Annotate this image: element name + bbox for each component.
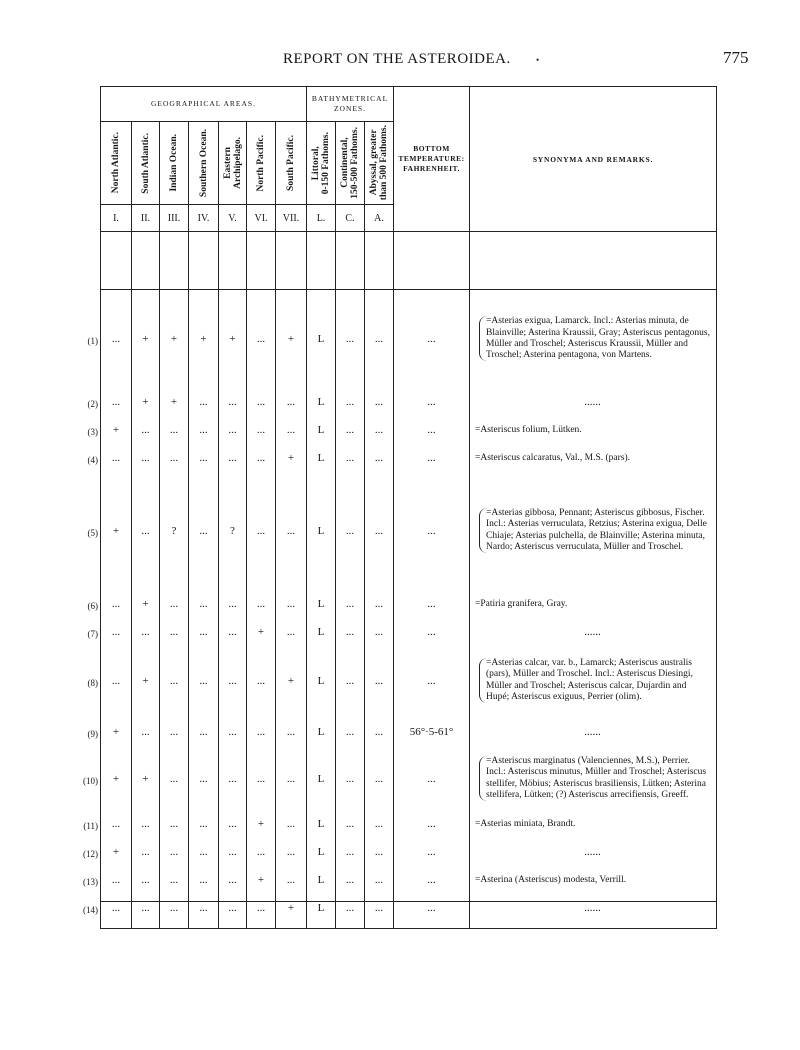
column-numeral: III. <box>160 205 189 232</box>
remarks-cell <box>470 810 717 838</box>
table-row <box>101 590 717 618</box>
table-cell: ... <box>247 838 276 866</box>
empty-cell <box>160 922 189 929</box>
remarks-cell <box>470 290 717 388</box>
table-cell: ... <box>101 618 132 646</box>
column-header-label: North Atlantic. <box>111 132 121 194</box>
table-cell: ... <box>189 646 219 716</box>
table-cell: + <box>219 290 247 388</box>
table-cell: ... <box>336 416 365 444</box>
table-cell: ... <box>189 716 219 748</box>
table-cell: + <box>247 618 276 646</box>
bottom-temperature-cell: ... <box>394 810 470 838</box>
table-cell: ... <box>160 416 189 444</box>
table-cell: ... <box>219 646 247 716</box>
table-cell: ... <box>219 748 247 810</box>
table-cell: ... <box>365 444 394 472</box>
distribution-table <box>100 86 717 929</box>
remarks-text: =Patiria granifera, Gray. <box>475 598 568 609</box>
table-cell: ? <box>219 472 247 590</box>
table-cell: ... <box>336 472 365 590</box>
column-header-label: Littoral, 0-150 Fathoms. <box>311 131 331 195</box>
table-cell: ... <box>365 838 394 866</box>
table-row <box>101 838 717 866</box>
table-cell: + <box>101 416 132 444</box>
table-bottom-rule <box>100 901 716 902</box>
remarks-text: ...... <box>584 901 601 914</box>
table-row <box>101 894 717 922</box>
table-row <box>101 748 717 810</box>
table-row <box>101 716 717 748</box>
bottom-temperature-cell: ... <box>394 894 470 922</box>
remarks-cell <box>470 444 717 472</box>
table-cell: + <box>101 472 132 590</box>
table-cell: ... <box>365 646 394 716</box>
table-cell: ... <box>247 894 276 922</box>
bottom-temperature-cell: ... <box>394 290 470 388</box>
bottom-temperature-cell: ... <box>394 866 470 894</box>
table-cell: ... <box>160 646 189 716</box>
column-header-10 <box>365 122 394 205</box>
remarks-cell <box>470 388 717 416</box>
empty-cell <box>470 922 717 929</box>
column-header-2 <box>132 122 160 205</box>
column-header-label: Eastern Archipelago. <box>222 137 243 189</box>
table-cell: ... <box>365 894 394 922</box>
column-numeral: L. <box>307 205 336 232</box>
row-number: (11) <box>83 821 98 831</box>
row-number: (2) <box>87 399 98 409</box>
remarks-text: =Asterias gibbosa, Pennant; Asteriscus gibbosus, Fischer. Incl.: Asterias verruculata, Retzius; Asterina exigua, Delle Chiaje; Asterias pulchella, de Blainville; Asterina minuta, Nardo; Asteriscus verruculata, Müller and Troschel. <box>479 508 710 553</box>
table-cell: ... <box>160 444 189 472</box>
table-cell: ... <box>247 646 276 716</box>
column-numeral: IV. <box>189 205 219 232</box>
bottom-temperature-cell: ... <box>394 416 470 444</box>
table-cell: ... <box>219 838 247 866</box>
table-cell: L <box>307 290 336 388</box>
table-cell: + <box>160 290 189 388</box>
table-cell: ... <box>276 716 307 748</box>
table-cell: L <box>307 472 336 590</box>
empty-cell <box>336 922 365 929</box>
table-cell: L <box>307 444 336 472</box>
table-cell: ... <box>132 866 160 894</box>
row-number: (5) <box>87 528 98 538</box>
table-cell: ... <box>365 590 394 618</box>
table-cell: + <box>276 444 307 472</box>
remarks-text: =Asterias miniata, Brandt. <box>475 818 576 829</box>
bottom-temperature-cell: ... <box>394 748 470 810</box>
table-cell: ... <box>132 810 160 838</box>
table-cell: ... <box>189 748 219 810</box>
table-row <box>101 646 717 716</box>
synonyma-remarks-header: SYNONYMA AND REMARKS. <box>470 87 717 232</box>
table-cell: ... <box>101 444 132 472</box>
table-cell: + <box>160 388 189 416</box>
table-cell: ... <box>219 444 247 472</box>
row-number: (4) <box>87 455 98 465</box>
empty-cell <box>276 922 307 929</box>
table-cell: ... <box>247 716 276 748</box>
geographical-areas-header: GEOGRAPHICAL AREAS. <box>101 87 307 122</box>
empty-cell <box>219 922 247 929</box>
table-cell: ... <box>336 748 365 810</box>
remarks-cell <box>470 866 717 894</box>
empty-cell <box>365 922 394 929</box>
table-cell: + <box>132 590 160 618</box>
table-cell: ... <box>189 416 219 444</box>
bottom-temperature-cell: ... <box>394 646 470 716</box>
table-cell: ... <box>365 388 394 416</box>
row-number: (10) <box>83 776 98 786</box>
table-cell: ... <box>336 646 365 716</box>
remarks-text: =Asterina (Asteriscus) modesta, Verrill. <box>475 874 627 885</box>
table-cell: L <box>307 894 336 922</box>
table-cell: ... <box>219 894 247 922</box>
row-number: (7) <box>87 629 98 639</box>
page-number: 775 <box>723 48 749 67</box>
table-cell: ... <box>219 416 247 444</box>
remarks-cell <box>470 590 717 618</box>
table-cell: + <box>189 290 219 388</box>
table-cell: ... <box>276 416 307 444</box>
table-cell: ... <box>132 838 160 866</box>
table-cell: ... <box>189 866 219 894</box>
table-cell: ... <box>160 866 189 894</box>
table-row <box>101 388 717 416</box>
table-cell: ... <box>189 838 219 866</box>
row-number: (1) <box>87 336 98 346</box>
table-cell: ... <box>132 444 160 472</box>
empty-cell <box>394 922 470 929</box>
table-cell: + <box>132 748 160 810</box>
table-cell: ... <box>336 866 365 894</box>
table-cell: ... <box>160 894 189 922</box>
table-cell: ... <box>101 810 132 838</box>
table-cell: ... <box>276 810 307 838</box>
row-number: (3) <box>87 427 98 437</box>
table-cell: ... <box>336 838 365 866</box>
column-header-8 <box>307 122 336 205</box>
table-cell: ... <box>336 590 365 618</box>
table-cell: ... <box>101 866 132 894</box>
column-numeral: VI. <box>247 205 276 232</box>
table-cell: ... <box>365 748 394 810</box>
table-cell: ... <box>219 388 247 416</box>
table-cell: ... <box>365 290 394 388</box>
table-cell: ... <box>247 388 276 416</box>
bottom-temperature-cell: ... <box>394 838 470 866</box>
table-cell: + <box>101 748 132 810</box>
table-cell: ... <box>276 748 307 810</box>
table-cell: ... <box>365 472 394 590</box>
table-cell: + <box>276 290 307 388</box>
table-cell: ... <box>132 618 160 646</box>
table-cell: ... <box>160 838 189 866</box>
column-header-1 <box>101 122 132 205</box>
row-number: (9) <box>87 729 98 739</box>
table-cell: + <box>101 716 132 748</box>
bottom-temperature-cell: ... <box>394 444 470 472</box>
remarks-text: =Asteriscus calcaratus, Val., M.S. (pars). <box>475 452 631 463</box>
table-cell: + <box>101 838 132 866</box>
bottom-temperature-cell: ... <box>394 618 470 646</box>
table-cell: ... <box>101 646 132 716</box>
column-header-4 <box>189 122 219 205</box>
remarks-cell <box>470 716 717 748</box>
column-numeral: A. <box>365 205 394 232</box>
table-cell: ... <box>160 618 189 646</box>
table-cell: L <box>307 748 336 810</box>
table-cell: ... <box>101 590 132 618</box>
empty-cell <box>101 922 132 929</box>
column-numeral: V. <box>219 205 247 232</box>
table-cell: L <box>307 416 336 444</box>
remarks-text: =Asteriscus marginatus (Valenciennes, M.S.), Perrier. Incl.: Asteriscus minutus, Müller and Troschel; Asteriscus stellifer, Möbius; Asteriscus brasiliensis, Lütken; Asterina stellifera, Lütken; (?) Asteriscus arrecifiensis, Greeff. <box>479 756 710 801</box>
table-cell: L <box>307 646 336 716</box>
table-cell: ... <box>132 416 160 444</box>
header-mark: • <box>536 55 540 65</box>
table-cell: ... <box>276 590 307 618</box>
empty-cell <box>247 922 276 929</box>
remarks-text: ...... <box>584 725 601 738</box>
table-cell: ... <box>132 716 160 748</box>
bottom-temperature-cell: ... <box>394 472 470 590</box>
table-cell: + <box>132 646 160 716</box>
table-cell: ... <box>336 716 365 748</box>
table-cell: L <box>307 618 336 646</box>
table-row <box>101 416 717 444</box>
remarks-text: ...... <box>584 625 601 638</box>
table-cell: ... <box>219 590 247 618</box>
bathymetrical-zones-header: BATHYMETRICAL ZONES. <box>307 87 394 122</box>
table-row <box>101 290 717 388</box>
table-cell: ... <box>247 472 276 590</box>
column-numeral: VII. <box>276 205 307 232</box>
table-cell: L <box>307 388 336 416</box>
column-header-label: Indian Ocean. <box>169 134 179 192</box>
column-header-label: Abyssal, greater than 500 Fathoms. <box>369 125 389 201</box>
table-cell: ... <box>365 618 394 646</box>
row-number: (12) <box>83 849 98 859</box>
table-cell: ... <box>160 716 189 748</box>
table-cell: ... <box>247 416 276 444</box>
bottom-temperature-cell: 56°·5-61° <box>394 716 470 748</box>
table-cell: ... <box>160 590 189 618</box>
table-cell: ... <box>101 290 132 388</box>
table-row <box>101 618 717 646</box>
table-cell: ... <box>132 472 160 590</box>
table-cell: + <box>276 894 307 922</box>
table-cell: + <box>276 646 307 716</box>
table-cell: ... <box>189 894 219 922</box>
empty-cell <box>307 922 336 929</box>
table-cell: ... <box>336 810 365 838</box>
table-cell: L <box>307 716 336 748</box>
table-cell: ... <box>160 748 189 810</box>
row-number: (6) <box>87 601 98 611</box>
column-header-label: South Atlantic. <box>140 132 151 194</box>
table-cell: ... <box>189 810 219 838</box>
column-numeral: II. <box>132 205 160 232</box>
table-cell: ... <box>276 618 307 646</box>
empty-cell <box>189 922 219 929</box>
table-cell: ? <box>160 472 189 590</box>
table-cell: ... <box>365 866 394 894</box>
table-cell: ... <box>101 388 132 416</box>
table-cell: ... <box>219 866 247 894</box>
bottom-temperature-cell: ... <box>394 388 470 416</box>
table-cell: + <box>132 290 160 388</box>
remarks-text: =Asteriscus folium, Lütken. <box>475 424 582 435</box>
table-cell: ... <box>365 810 394 838</box>
table-cell: ... <box>219 618 247 646</box>
column-header-3 <box>160 122 189 205</box>
table-row <box>101 444 717 472</box>
row-number: (14) <box>83 905 98 915</box>
remarks-cell <box>470 618 717 646</box>
table-cell: ... <box>276 866 307 894</box>
table-cell: ... <box>336 618 365 646</box>
column-header-label: North Pacific. <box>256 134 266 192</box>
table-cell: ... <box>336 290 365 388</box>
table-cell: L <box>307 810 336 838</box>
table-cell: ... <box>247 590 276 618</box>
table-cell: + <box>132 388 160 416</box>
remarks-text: =Asterias exigua, Lamarck. Incl.: Asterias minuta, de Blainville; Asterina Kraussii, Gray; Asteriscus pentagonus, Müller and Troschel; Asteriscus Kraussii, Müller and Troschel; Asterina pentagona, von Martens. <box>479 316 710 361</box>
bottom-temperature-cell: ... <box>394 590 470 618</box>
remarks-cell <box>470 472 717 590</box>
remarks-cell <box>470 838 717 866</box>
column-header-label: Southern Ocean. <box>198 128 209 198</box>
table-cell: ... <box>247 444 276 472</box>
table-cell: ... <box>336 444 365 472</box>
remarks-text: ...... <box>584 845 601 858</box>
running-header-title: REPORT ON THE ASTEROIDEA. <box>283 51 511 67</box>
table-row <box>101 810 717 838</box>
remarks-cell <box>470 748 717 810</box>
column-header-label: South Pacific. <box>286 135 296 191</box>
table-cell: L <box>307 838 336 866</box>
table-cell: ... <box>336 388 365 416</box>
column-numeral: C. <box>336 205 365 232</box>
table-cell: ... <box>247 290 276 388</box>
table-row <box>101 472 717 590</box>
bottom-temperature-header: BOTTOM TEMPERATURE: FAHRENHEIT. <box>394 87 470 232</box>
column-header-5 <box>219 122 247 205</box>
table-cell: ... <box>219 716 247 748</box>
table-cell: + <box>247 810 276 838</box>
table-cell: ... <box>276 838 307 866</box>
table-cell: ... <box>219 810 247 838</box>
column-header-6 <box>247 122 276 205</box>
row-number: (13) <box>83 877 98 887</box>
column-header-label: Continental, 150-500 Fathoms. <box>340 127 360 199</box>
table-cell: ... <box>189 388 219 416</box>
table-cell: ... <box>189 618 219 646</box>
table-cell: ... <box>189 472 219 590</box>
table-row <box>101 866 717 894</box>
remarks-cell <box>470 894 717 922</box>
table-cell: + <box>247 866 276 894</box>
table-cell: ... <box>276 388 307 416</box>
table-cell: ... <box>189 444 219 472</box>
table-cell: L <box>307 866 336 894</box>
table-cell: ... <box>189 590 219 618</box>
row-number: (8) <box>87 678 98 688</box>
column-header-7 <box>276 122 307 205</box>
remarks-text: =Asterias calcar, var. b., Lamarck; Asteriscus australis (pars), Müller and Troschel. Incl.: Asteriscus Diesingi, Müller and Troschel; Asteriscus calcar, Dujardin and Hupé; Asteriscus exiguus, Perrier (olim). <box>479 658 710 703</box>
remarks-cell <box>470 416 717 444</box>
table-cell: ... <box>365 716 394 748</box>
table-cell: ... <box>365 416 394 444</box>
empty-cell <box>132 922 160 929</box>
column-header-9 <box>336 122 365 205</box>
remarks-text: ...... <box>584 395 601 408</box>
table-cell: ... <box>101 894 132 922</box>
column-numeral: I. <box>101 205 132 232</box>
table-cell: ... <box>132 894 160 922</box>
table-cell: ... <box>160 810 189 838</box>
table-cell: ... <box>276 472 307 590</box>
table-cell: ... <box>336 894 365 922</box>
table-cell: L <box>307 590 336 618</box>
table-cell: ... <box>247 748 276 810</box>
remarks-cell <box>470 646 717 716</box>
